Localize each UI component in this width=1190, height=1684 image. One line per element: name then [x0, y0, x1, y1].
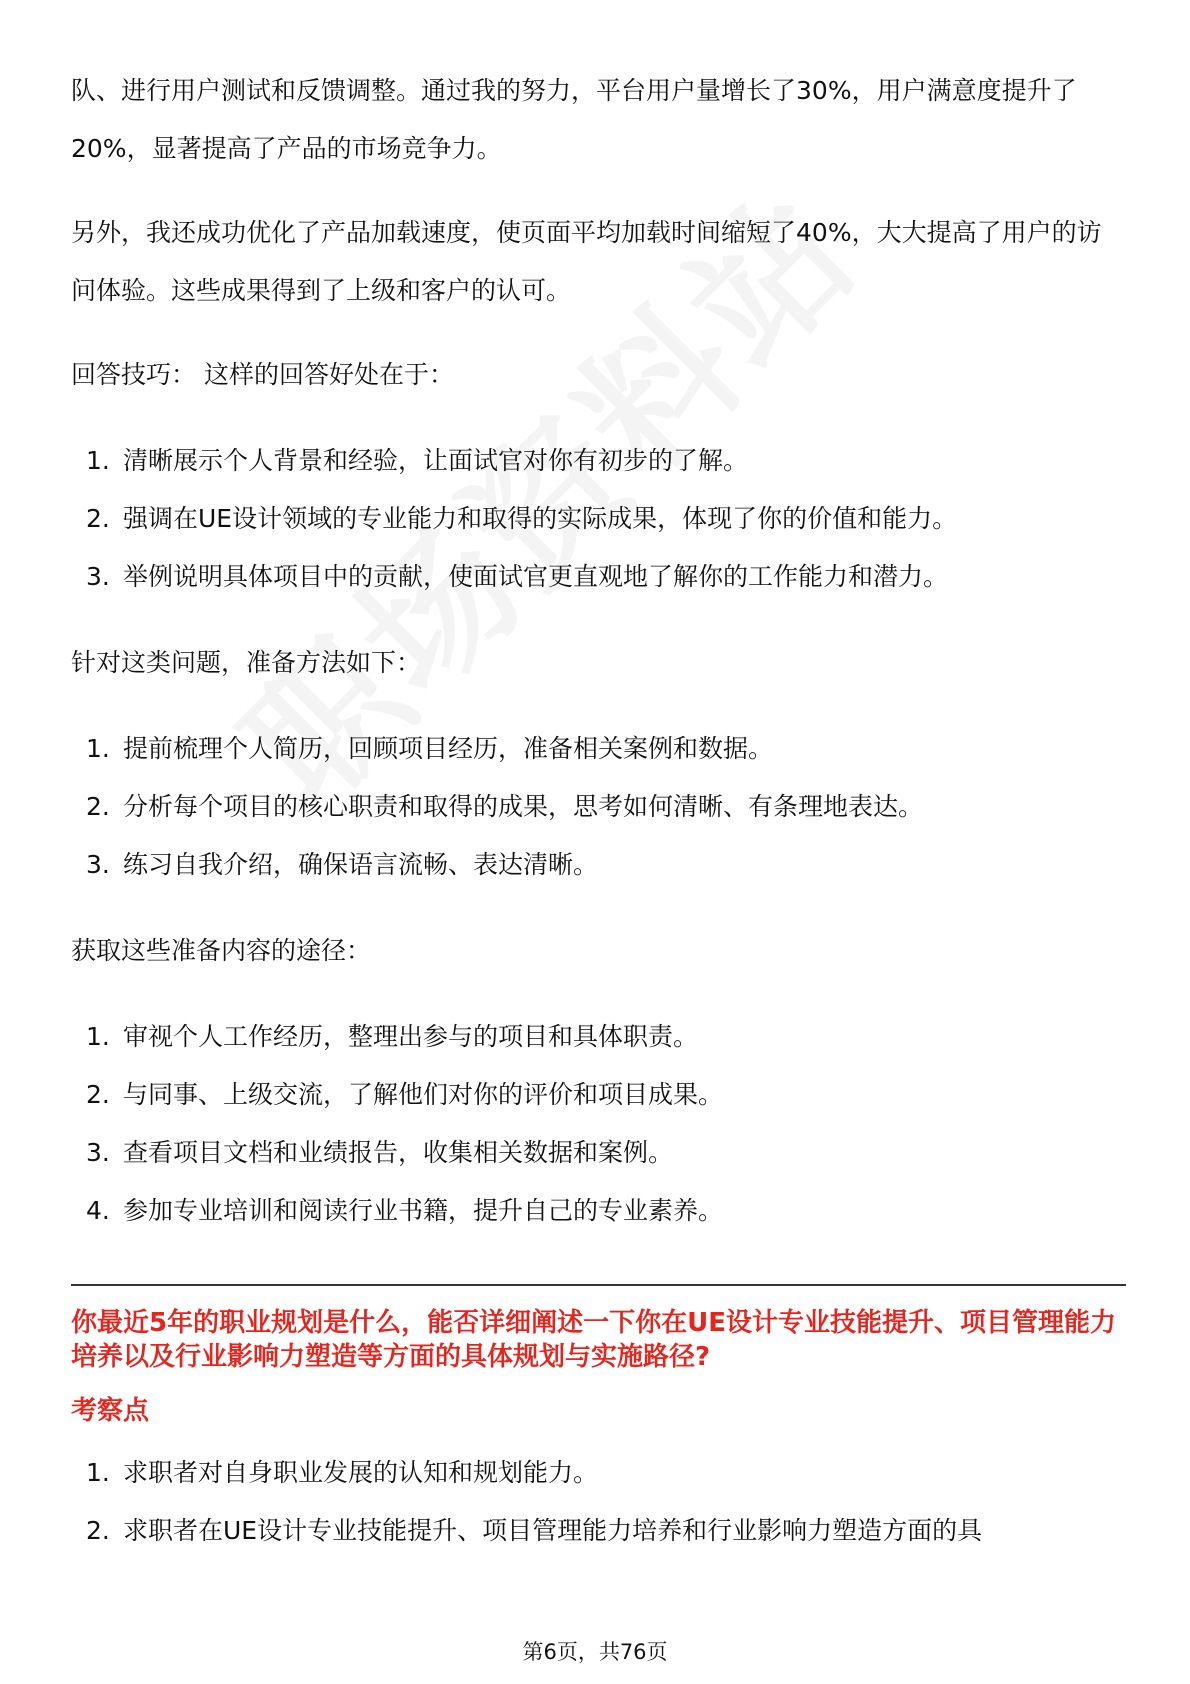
list-text: 求职者在UE设计专业技能提升、项目管理能力培养和行业影响力塑造方面的具	[123, 1516, 983, 1545]
list-text: 举例说明具体项目中的贡献，使面试官更直观地了解你的工作能力和潜力。	[123, 562, 949, 591]
sources-list	[71, 1008, 1126, 1240]
list-number: 1.	[86, 734, 110, 763]
list-item	[71, 778, 1126, 836]
section-divider	[71, 1284, 1126, 1286]
list-number: 2.	[86, 1516, 110, 1545]
interview-question: 你最近5年的职业规划是什么，能否详细阐述一下你在UE设计专业技能提升、项目管理能力培养以及行业影响力塑造等方面的具体规划与实施路径?	[71, 1308, 1116, 1372]
list-item	[71, 490, 1126, 548]
list-text: 参加专业培训和阅读行业书籍，提升自己的专业素养。	[123, 1196, 724, 1225]
assessment-points-list	[71, 1444, 1126, 1560]
page-number: 第6页，共76页	[522, 1640, 668, 1664]
intro-paragraph-1: 队、进行用户测试和反馈调整。通过我的努力，平台用户量增长了30%，用户满意度提升了20%，显著提高了产品的市场竞争力。	[71, 76, 1077, 163]
list-text: 审视个人工作经历，整理出参与的项目和具体职责。	[123, 1022, 699, 1051]
tips-heading: 回答技巧： 这样的回答好处在于：	[71, 360, 454, 389]
page-content	[71, 62, 1126, 1560]
list-number: 4.	[86, 1196, 110, 1225]
list-number: 3.	[86, 850, 110, 879]
list-item	[71, 548, 1126, 606]
list-number: 3.	[86, 1138, 110, 1167]
list-item	[71, 1066, 1126, 1124]
list-text: 与同事、上级交流，了解他们对你的评价和项目成果。	[123, 1080, 724, 1109]
list-item	[71, 1008, 1126, 1066]
list-item	[71, 1124, 1126, 1182]
list-item	[71, 720, 1126, 778]
intro-paragraph-2: 另外，我还成功优化了产品加载速度，使页面平均加载时间缩短了40%，大大提高了用户的访问体验。这些成果得到了上级和客户的认可。	[71, 218, 1102, 305]
list-number: 3.	[86, 562, 110, 591]
list-item	[71, 1444, 1126, 1502]
list-text: 清晰展示个人背景和经验，让面试官对你有初步的了解。	[123, 446, 749, 475]
sources-heading: 获取这些准备内容的途径：	[71, 936, 372, 965]
list-number: 1.	[86, 446, 110, 475]
prep-list	[71, 720, 1126, 894]
list-text: 提前梳理个人简历，回顾项目经历，准备相关案例和数据。	[123, 734, 774, 763]
list-text: 分析每个项目的核心职责和取得的成果，思考如何清晰、有条理地表达。	[123, 792, 924, 821]
list-item	[71, 432, 1126, 490]
list-number: 1.	[86, 1458, 110, 1487]
list-number: 2.	[86, 1080, 110, 1109]
assessment-points-heading: 考察点	[71, 1396, 150, 1426]
list-text: 求职者对自身职业发展的认知和规划能力。	[123, 1458, 599, 1487]
list-item	[71, 836, 1126, 894]
list-text: 查看项目文档和业绩报告，收集相关数据和案例。	[123, 1138, 674, 1167]
prep-heading: 针对这类问题，准备方法如下：	[71, 648, 422, 677]
list-text: 强调在UE设计领域的专业能力和取得的实际成果，体现了你的价值和能力。	[123, 504, 958, 533]
list-item	[71, 1502, 1126, 1560]
list-text: 练习自我介绍，确保语言流畅、表达清晰。	[123, 850, 599, 879]
list-number: 1.	[86, 1022, 110, 1051]
tips-list	[71, 432, 1126, 606]
list-number: 2.	[86, 792, 110, 821]
list-item	[71, 1182, 1126, 1240]
list-number: 2.	[86, 504, 110, 533]
